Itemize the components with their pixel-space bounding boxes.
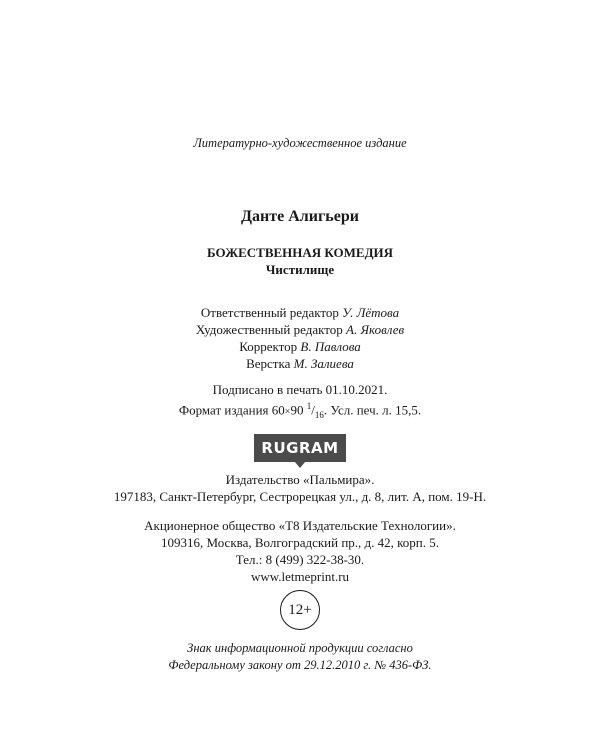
printer-phone: Тел.: 8 (499) 322-38-30. [235,552,365,567]
genre-label: Литературно-художественное издание [193,136,407,150]
format-numerator: 1 [306,401,312,411]
logo-container [0,434,600,462]
credit-role: Ответственный редактор [200,305,339,320]
age-rating-container [0,590,600,630]
signed-to-print: Подписано в печать 01.10.2021. [212,382,388,397]
credit-name: У. Лётова [342,305,400,320]
credit-role: Художественный редактор [195,322,343,337]
credit-line [0,305,600,321]
credit-line [0,339,600,355]
credit-role: Верстка [246,356,291,371]
format-times: × [284,406,291,418]
book-title: БОЖЕСТВЕННАЯ КОМЕДИЯ [206,245,394,260]
format-slash: / [311,402,315,418]
format-prefix: Формат издания [178,402,269,418]
printer-website: www.letmeprint.ru [250,569,350,584]
legal-note-line: Знак информационной продукции согласно [187,641,413,655]
age-rating-badge: 12+ [280,590,320,630]
credit-role: Корректор [239,339,298,354]
credit-line [0,356,600,372]
credit-name: В. Павлова [300,339,361,354]
book-subtitle: Чистилище [265,262,335,277]
format-a: 60 [271,402,285,418]
publisher-name: Издательство «Пальмира». [225,472,375,487]
format-denominator: 16 [314,409,324,420]
credit-name: А. Яковлев [346,322,405,337]
author-name: Данте Алигьери [241,208,359,225]
printer-name: Акционерное общество «Т8 Издательские Технологии». [144,518,456,533]
printer-address: 109316, Москва, Волгоградский пр., д. 42, корп. 5. [160,535,440,550]
rugram-logo: RUGRAM [254,434,346,462]
legal-note-line: Федеральному закону от 29.12.2010 г. № 436-ФЗ. [168,658,432,672]
credit-line [0,322,600,338]
format-line [0,398,600,423]
publisher-address: 197183, Санкт-Петербург, Сестрорецкая ул., д. 8, лит. А, пом. 19-Н. [113,489,487,504]
format-b: 90 [290,402,304,418]
credit-name: М. Залиева [293,356,354,371]
format-suffix: . Усл. печ. л. 15,5. [323,402,422,418]
